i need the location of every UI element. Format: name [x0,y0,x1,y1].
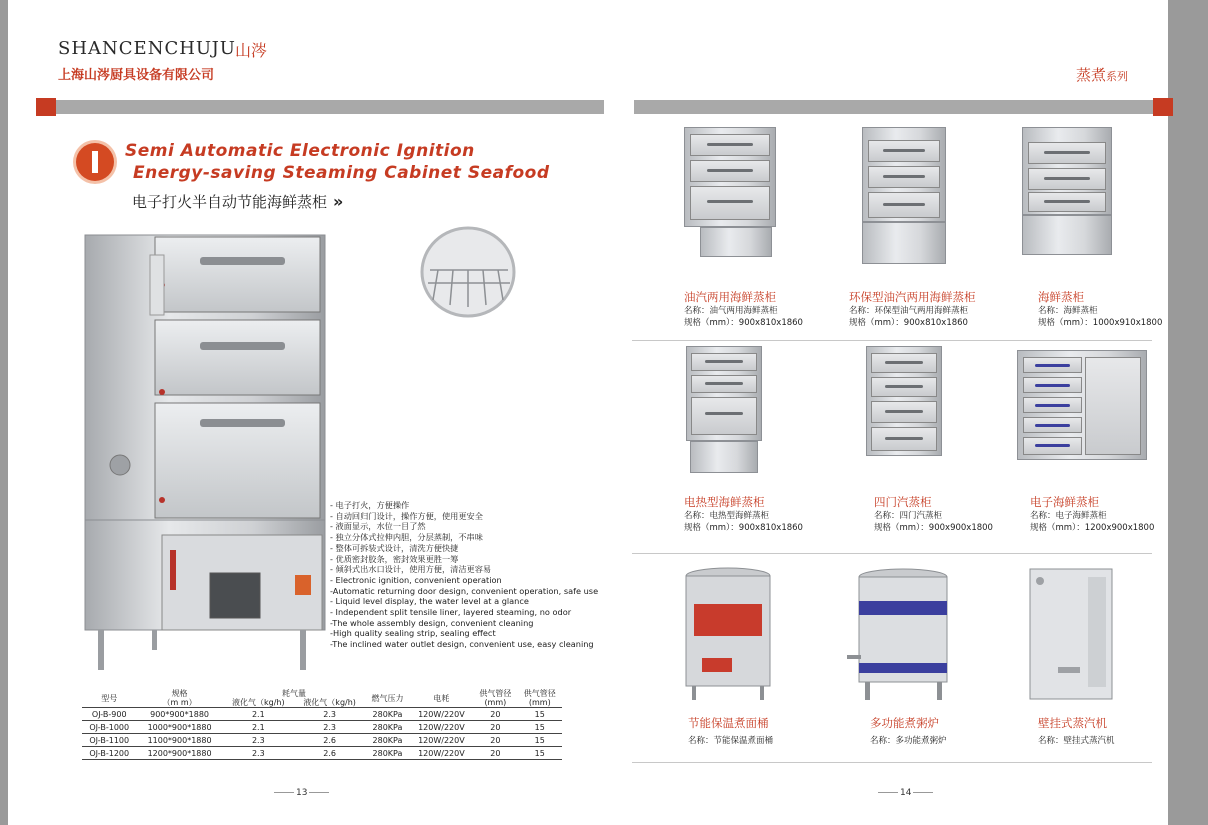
cell: OJ-B-1100 [82,734,136,747]
left-header-bar [54,100,604,114]
product-card [684,494,803,534]
product-card [1038,715,1115,747]
cell: 280KPa [365,734,409,747]
cell: 2.6 [294,747,365,760]
product-size: 规格（mm）：900x810x1860 [684,318,803,328]
grid-divider [632,553,1152,554]
cell: OJ-B-1200 [82,747,136,760]
cell: 20 [473,708,517,721]
page-number-right: 14 [876,788,935,798]
product-size: 规格（mm）：900x810x1860 [849,318,968,328]
product-name: 海鲜蒸柜 [1038,290,1084,304]
col-power: 电耗 [433,693,450,703]
product-name: 壁挂式蒸汽机 [1038,716,1107,730]
product-label: 名称：壁挂式蒸汽机 [1038,736,1115,746]
feature-item: -Automatic returning door design, convenient operation, safe use [330,585,599,596]
col-supply-unit: (mm) [484,698,507,707]
series-sub: 系列 [1106,70,1129,83]
right-red-marker [1153,98,1173,116]
feature-item: -High quality sealing strip, sealing effect [330,628,496,639]
product-image [684,127,776,227]
page-number-left: 13 [272,788,331,798]
product-label: 名称：油气两用海鲜蒸柜 [684,306,778,316]
cell: 2.3 [223,734,294,747]
cell: OJ-B-900 [82,708,136,721]
left-edge-strip [0,0,8,825]
featured-title-en-2: Energy-saving Steaming Cabinet Seafood [133,163,550,183]
col-supply-pipe: 供气管径 [479,689,512,698]
product-label: 名称：电热型海鲜蒸柜 [684,511,770,521]
company-name: 上海山涔厨具设备有限公司 [58,68,215,83]
product-card [870,715,947,747]
brand-english: SHANCENCHUJU [58,38,236,59]
grid-divider [632,762,1152,763]
series-main: 蒸煮 [1076,66,1107,84]
product-name: 电热型海鲜蒸柜 [684,495,765,509]
cell: OJ-B-1000 [82,721,136,734]
left-red-marker [36,98,56,116]
cell: 1000*900*1880 [136,721,222,734]
col-steam-pipe: 供气管径 [523,689,556,698]
cell: 20 [473,747,517,760]
table-row [82,708,562,721]
table-row [82,734,562,747]
feature-list [330,500,598,650]
cell: 20 [473,721,517,734]
cell: 15 [518,734,562,747]
product-label: 名称：环保型油气两用海鲜蒸柜 [849,306,969,316]
product-image [866,346,942,456]
cell: 280KPa [365,708,409,721]
product-base [700,227,772,257]
product-name: 环保型油汽两用海鲜蒸柜 [849,290,976,304]
featured-title-en-1: Semi Automatic Electronic Ignition [125,141,475,161]
feature-item: - 倾斜式出水口设计，使用方便，清洁更容易 [330,564,492,575]
feature-item: - 整体可拆装式设计，清洗方便快捷 [330,542,459,553]
cell: 280KPa [365,721,409,734]
col-model: 型号 [101,693,118,703]
cell: 120W/220V [410,721,473,734]
product-image [1022,127,1112,215]
col-steam-unit: (mm) [528,698,551,707]
product-card [849,289,976,329]
col-size-unit: （m m） [162,698,197,707]
cell: 120W/220V [410,747,473,760]
feature-item: - 优质密封胶条，密封效果更胜一筹 [330,553,459,564]
featured-title-cn-text: 电子打火半自动节能海鲜蒸柜 [132,193,328,211]
product-card [1038,289,1162,329]
product-name: 节能保温煮面桶 [688,716,769,730]
cell: 280KPa [365,747,409,760]
product-name: 电子海鲜蒸柜 [1030,495,1099,509]
product-label: 名称：电子海鲜蒸柜 [1030,511,1107,521]
feature-item: - Independent split tensile liner, layered steaming, no odor [330,607,572,618]
spec-table [82,688,562,760]
product-size: 规格（mm）：900x900x1800 [874,523,993,533]
col-consumption: 耗气量 [281,689,306,698]
product-label: 名称：节能保温煮面桶 [688,736,774,746]
cell: 120W/220V [410,708,473,721]
product-image [845,565,955,703]
cell: 2.3 [294,721,365,734]
right-header-bar [634,100,1154,114]
cell: 2.1 [223,708,294,721]
col-lpg: 液化气（kg/h) [232,698,285,707]
cell: 1100*900*1880 [136,734,222,747]
feature-item: - 独立分体式拉伸内胆，分层蒸制，不串味 [330,532,483,543]
cell: 2.6 [294,734,365,747]
col-pressure: 燃气压力 [371,693,404,703]
featured-title-cn [132,191,343,212]
cell: 1200*900*1880 [136,747,222,760]
product-image [1028,567,1114,702]
feature-item: - 液面显示，水位一目了然 [330,521,426,532]
series-title [1076,64,1128,85]
cell: 120W/220V [410,734,473,747]
product-image [1017,350,1147,460]
interior-detail-image [418,225,518,320]
product-card [1030,494,1154,534]
cell: 15 [518,708,562,721]
feature-item: -The whole assembly design, convenient cleaning [330,617,534,628]
product-base [690,441,758,473]
cell: 15 [518,721,562,734]
cell: 900*900*1880 [136,708,222,721]
product-name: 四门汽蒸柜 [874,495,932,509]
cell: 2.1 [223,721,294,734]
right-edge-strip [1168,0,1208,825]
product-label: 名称：海鲜蒸柜 [1038,306,1098,316]
cell: 2.3 [223,747,294,760]
feature-item: -The inclined water outlet design, convenient use, easy cleaning [330,639,594,650]
product-image [678,562,778,702]
product-size: 规格（mm）：1200x900x1800 [1030,523,1155,533]
product-name: 油汽两用海鲜蒸柜 [684,290,776,304]
table-row [82,721,562,734]
feature-item: - 电子打火，方便操作 [330,500,410,510]
product-size: 规格（mm）：900x810x1860 [684,523,803,533]
section-badge-icon [76,143,114,181]
product-card [688,715,773,747]
col-size: 规格 [171,689,188,698]
product-card [874,494,993,534]
feature-item: - Liquid level display, the water level at a glance [330,596,529,607]
grid-divider [632,340,1152,341]
cell: 15 [518,747,562,760]
product-image [862,127,946,222]
brand-chinese: 山涔 [235,41,268,60]
feature-item: - Electronic ignition, convenient operation [330,574,502,585]
right-edge-gap [1162,0,1168,825]
col-lng: 液化气（kg/h) [303,698,356,707]
product-name: 多功能煮粥炉 [870,716,939,730]
product-base [1022,215,1112,255]
product-card [684,289,803,329]
product-label: 名称：多功能煮粥炉 [870,736,947,746]
product-image [686,346,762,441]
product-label: 名称：四门汽蒸柜 [874,511,943,521]
chevron-right-icon: » [333,192,344,211]
cell: 20 [473,734,517,747]
featured-cabinet-image [80,225,330,675]
feature-item: - 自动回归门设计，操作方便，使用更安全 [330,510,483,521]
table-row [82,747,562,760]
product-size: 规格（mm）：1000x910x1800 [1038,318,1163,328]
cell: 2.3 [294,708,365,721]
product-base [862,222,946,264]
